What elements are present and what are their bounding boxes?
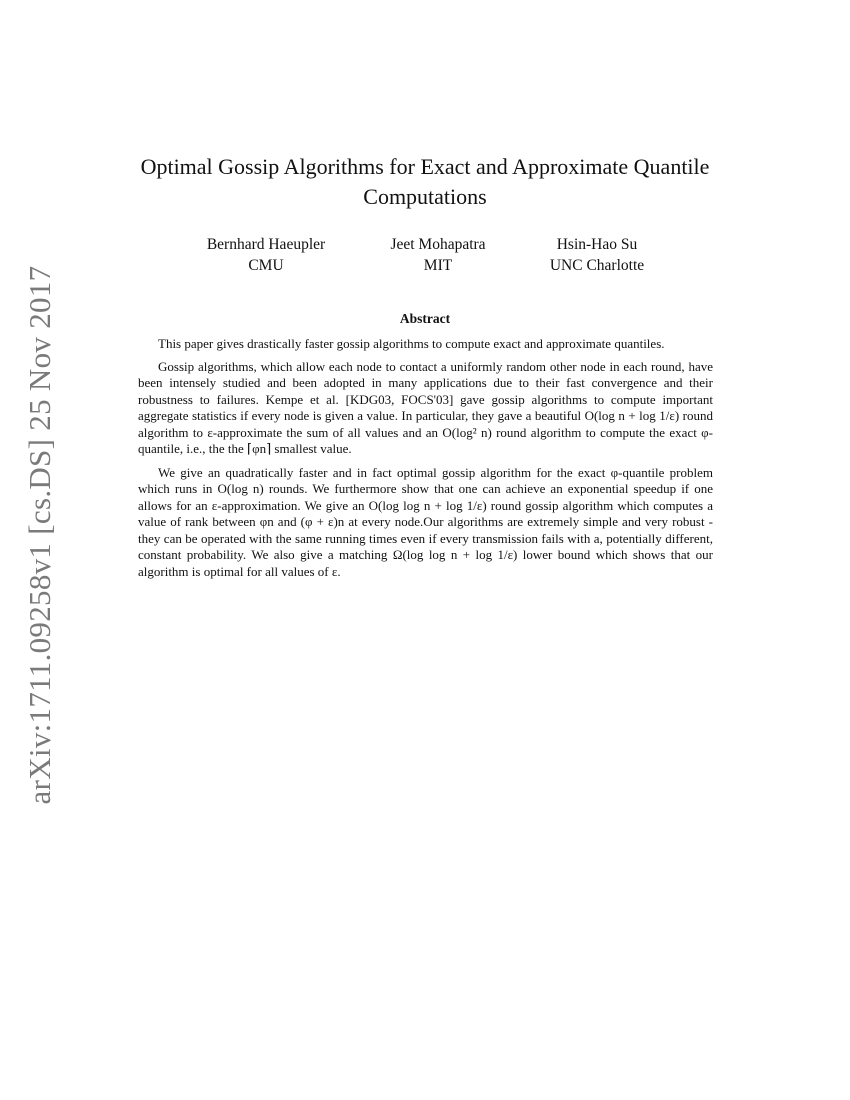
abstract-paragraph: This paper gives drastically faster gossip algorithms to compute exact and approximate quantiles. (158, 336, 665, 351)
abstract-body (138, 336, 713, 586)
author-name: Bernhard Haeupler (206, 236, 326, 253)
arxiv-identifier: arXiv:1711.09258v1 [cs.DS] 25 Nov 2017 (22, 265, 57, 805)
author-affiliation: MIT (423, 257, 453, 274)
author-block (550, 234, 644, 276)
author-block (207, 234, 325, 276)
author-affiliation: UNC Charlotte (549, 257, 645, 274)
abstract-heading: Abstract (399, 311, 451, 326)
author-affiliation: CMU (248, 257, 284, 274)
author-name: Hsin-Hao Su (556, 236, 638, 253)
paper-title: Optimal Gossip Algorithms for Exact and Approximate Quantile Computations (140, 154, 710, 209)
abstract-paragraph: We give an quadratically faster and in fact optimal gossip algorithm for the exact φ-quantile problem which runs in O(log n) rounds. We furthermore show that one can achieve an exponential speedup if one allows for an ε-approximation. We give an O(log log n + log 1/ε) round gossip algorithm which computes a value of rank between φn and (φ + ε)n at every node.Our algorithms are extremely simple and very robust - they can be operated with the same running times even if every transmission fails with a, potentially different, constant probability. We also give a matching Ω(log log n + log 1/ε) lower bound which shows that our algorithm is optimal for all values of ε. (138, 464, 713, 579)
author-name: Jeet Mohapatra (390, 236, 486, 253)
author-block (390, 234, 485, 276)
abstract-paragraph: Gossip algorithms, which allow each node to contact a uniformly random other node in each round, have been intensely studied and been adopted in many applications due to their fast convergence and their robustness to failures. Kempe et al. [KDG03, FOCS'03] gave gossip algorithms to compute important aggregate statistics if every node is given a value. In particular, they gave a beautiful O(log n + log 1/ε) round algorithm to ε-approximate the sum of all values and an O(log² n) round algorithm to compute the exact φ-quantile, i.e., the the ⌈φn⌉ smallest value. (138, 358, 713, 456)
